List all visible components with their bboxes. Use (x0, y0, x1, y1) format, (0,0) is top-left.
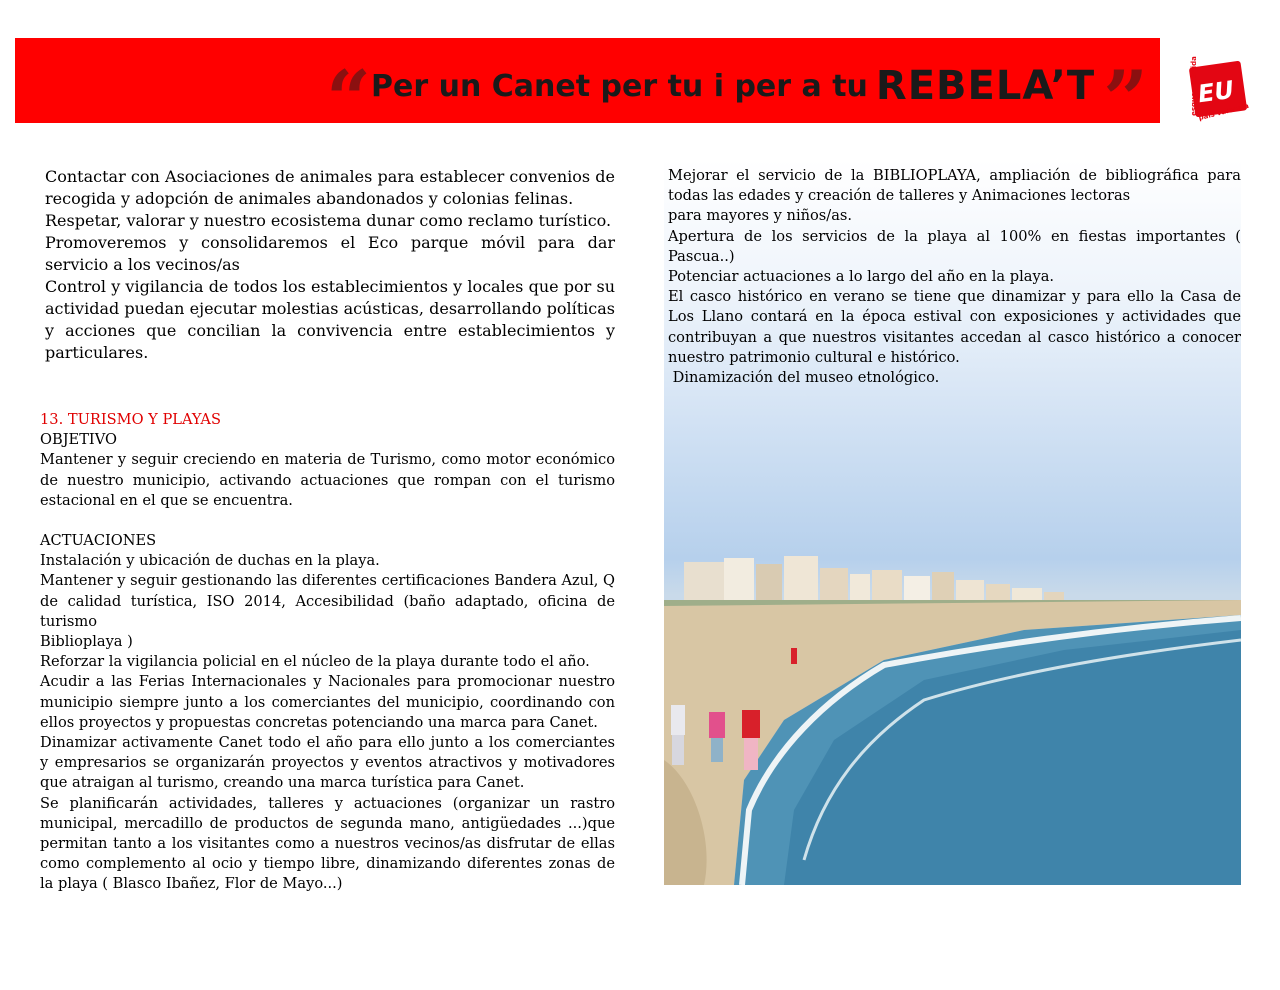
right-paragraph: Potenciar actuaciones a lo largo del año en la playa. (668, 268, 1055, 286)
buildings (664, 556, 1241, 608)
eu-logo (1178, 56, 1250, 124)
objetivo-text: Mantener y seguir creciendo en materia de Turismo, como motor económico de nuestro municipio, activando actuaciones que rompan con el turismo estacional en el que se encuentra. (40, 451, 615, 509)
actuacion-item: Instalación y ubicación de duchas en la playa. (40, 552, 380, 570)
turismo-section (40, 410, 615, 895)
actuaciones-label: ACTUACIONES (40, 532, 157, 550)
right-paragraph: Mejorar el servicio de la BIBLIOPLAYA, ampliación de bibliográfica para todas las edades y creación de talleres y Animaciones lectoras (668, 167, 1241, 205)
right-text-block (668, 166, 1241, 388)
logo-bottom-text: país valencià (1197, 101, 1250, 123)
objetivo-label: OBJETIVO (40, 431, 117, 449)
logo-letters: EU (1196, 75, 1236, 109)
actuacion-item: Mantener y seguir gestionando las diferentes certificaciones Bandera Azul, Q de calidad turística, ISO 2014, Accesibilidad (baño adaptado, oficina de turismo (40, 572, 615, 630)
actuacion-item: Biblioplaya ) (40, 633, 133, 651)
actuacion-item: Se planificarán actividades, talleres y actuaciones (organizar un rastro municipal, mercadillo de productos de segunda mano, antigüedades ...)que permitan tanto a los visitantes como a nuestros vecinos/as disfrutar de ellas como complemento al ocio y tiempo libre, dinamizando diferentes zonas de la playa ( Blasco Ibañez, Flor de Mayo...) (40, 794, 615, 893)
actuacion-item: Acudir a las Ferias Internacionales y Nacionales para promocionar nuestro municipio siempre junto a los comerciantes del municipio, coordinando con ellos proyectos y propuestas concretas potenciando una marca para Canet. (40, 673, 615, 731)
right-paragraph: Dinamización del museo etnológico. (668, 369, 940, 387)
slogan-text: Per un Canet per tu i per a tu (371, 68, 868, 104)
actuacion-item: Reforzar la vigilancia policial en el núcleo de la playa durante todo el año. (40, 653, 590, 671)
right-paragraph: El casco histórico en verano se tiene que dinamizar y para ello la Casa de Los Llano contará en la época estival con exposiciones y actividades que contribuyan a que nuestros visitantes accedan al casco histórico a conocer nuestro patrimonio cultural e histórico. (668, 288, 1241, 366)
header-banner (15, 38, 1160, 145)
actuacion-item: Dinamizar activamente Canet todo el año para ello junto a los comerciantes y empresarios se organizarán proyectos y eventos atractivos y motivadores que atraigan al turismo, creando una marca turística para Canet. (40, 734, 615, 792)
slogan (326, 54, 1140, 145)
close-quote-icon: ” (1103, 54, 1140, 145)
intro-paragraph: Contactar con Asociaciones de animales para establecer convenios de recogida y adopción de animales abandonados y colonias felinas. (45, 167, 615, 208)
right-paragraph: para mayores y niños/as. (668, 207, 853, 225)
intro-paragraph: Control y vigilancia de todos los establecimientos y locales que por su actividad puedan ejecutar molestias acústicas, desarrollando políticas y acciones que concilian la convivencia entre establecimientos y particulares. (45, 277, 615, 362)
intro-paragraph: Respetar, valorar y nuestro ecosistema dunar como reclamo turístico. (45, 211, 612, 230)
intro-text-block (45, 166, 615, 364)
slogan-strong-text: REBELA’T (875, 63, 1096, 109)
intro-paragraph: Promoveremos y consolidaremos el Eco parque móvil para dar servicio a los vecinos/as (45, 233, 615, 274)
right-paragraph: Apertura de los servicios de la playa al 100% en fiestas importantes ( Pascua..) (668, 227, 1241, 265)
logo-side-text: esquerra unida (1189, 56, 1198, 116)
spacer (40, 511, 615, 531)
open-quote-icon: “ (326, 54, 364, 145)
section-title: 13. TURISMO Y PLAYAS (40, 411, 221, 428)
